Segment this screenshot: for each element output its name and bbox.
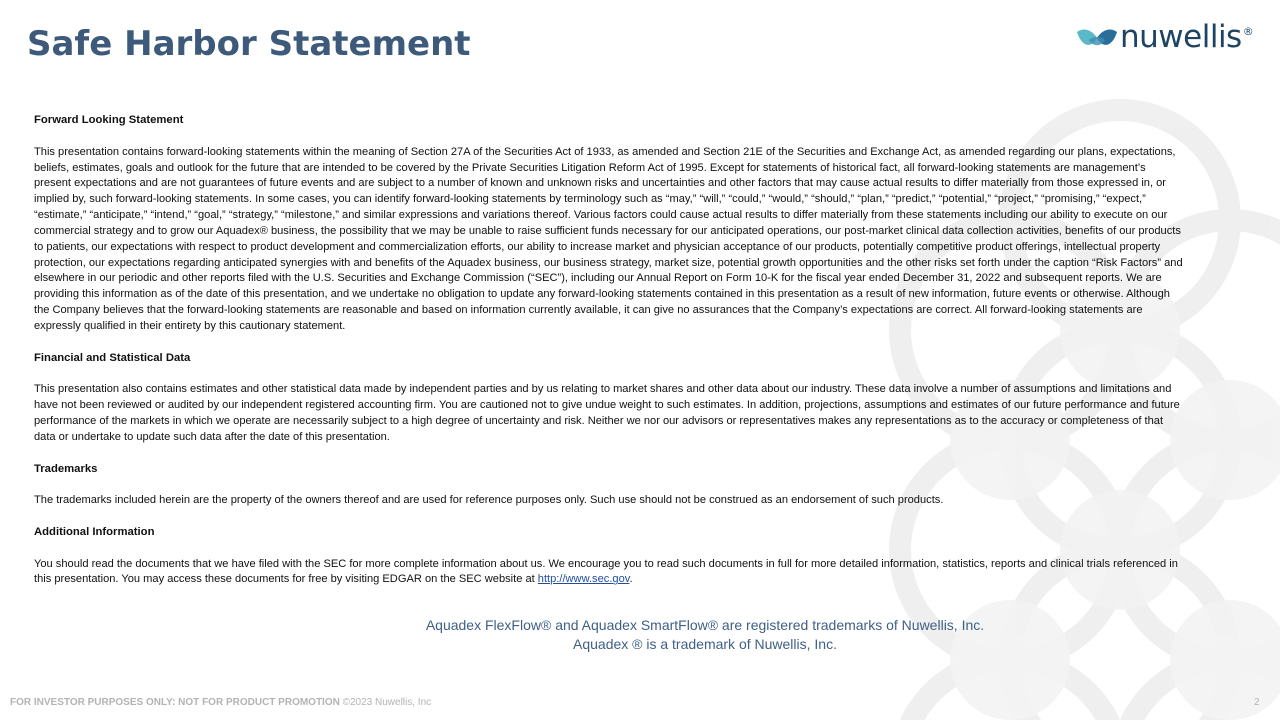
footer-copyright: ©2023 Nuwellis, Inc [339,697,432,708]
safe-harbor-content [34,113,1184,588]
wave-logo-icon [1076,28,1118,50]
trademark-notice: Aquadex ® is a trademark of Nuwellis, Inc. [573,636,837,652]
forward-looking-body: This presentation contains forward-looking statements within the meaning of Section 27A of the Securities Act of 1933, as amended and Section 21E of the Securities and Exchange Act, as amended regarding our plans, expectations, beliefs, estimates, goals and outlook for the future that are intended to be covered by the Private Securities Litigation Reform Act of 1995. Except for statements of historical fact, all forward-looking statements are management’s present expectations and are not guarantees of future events and are subject to a number of known and unknown risks and uncertainties and other factors that may cause actual results to differ materially from those expressed in, or implied by, such forward-looking statements. In some cases, you can identify forward-looking statements by terminology such as “may,” “will,” “could,” “would,” “should,” “plan,” “predict,” “potential,” “project,” “promising,” “expect,” “estimate,” “anticipate,” “intend,” “goal,” “strategy,” “milestone,” and similar expressions and variations thereof. Various factors could cause actual results to differ materially from these statements including our ability to execute on our commercial strategy and to grow our Aquadex® business, the possibility that we may be unable to raise sufficient funds necessary for our anticipated operations, our post-market clinical data collection activities, benefits of our products to patients, our expectations with respect to product development and commercialization efforts, our ability to increase market and physician acceptance of our products, potentially competitive product offerings, intellectual property protection, our expectations regarding anticipated synergies with and benefits of the Aquadex business, our business strategy, market size, potential growth opportunities and the other risks set forth under the caption “Risk Factors” and elsewhere in our periodic and other reports filed with the U.S. Securities and Exchange Commission (“SEC”), including our Annual Report on Form 10-K for the fiscal year ended December 31, 2022 and subsequent reports. We are providing this information as of the date of this presentation, and we undertake no obligation to update any forward-looking statements contained in this presentation as a result of new information, future events or otherwise. Although the Company believes that the forward-looking statements are reasonable and based on information currently available, it can give no assurances that the Company’s expectations are correct. All forward-looking statements are expressly qualified in their entirety by this cautionary statement. [34,145,1183,332]
footer [10,697,431,708]
trademarks-heading: Trademarks [34,462,98,475]
sec-website-link[interactable]: http://www.sec.gov [537,573,630,586]
nuwellis-logo [1076,19,1256,60]
forward-looking-heading: Forward Looking Statement [34,114,184,126]
financial-data-heading: Financial and Statistical Data [34,351,191,364]
registered-trademark-notice: Aquadex FlexFlow® and Aquadex SmartFlow® are registered trademarks of Nuwellis, Inc. [425,617,985,633]
footer-disclaimer: FOR INVESTOR PURPOSES ONLY: NOT FOR PRODUCT PROMOTION [10,697,340,708]
logo-wordmark: nuwellis® [1120,19,1254,55]
page-number: 2 [1254,697,1260,708]
additional-info-heading: Additional Information [34,525,155,538]
financial-data-body: This presentation also contains estimates and other statistical data made by independent parties and by us relating to market shares and other data about our industry. These data involve a number of assumptions and limitations and have not been reviewed or audited by our independent registered accounting firm. You are cautioned not to give undue weight to such estimates. In addition, projections, assumptions and estimates of our future performance and future performance of the markets in which we operate are necessarily subject to a high degree of uncertainty and risk. Neither we nor our advisors or representatives makes any representations as to the accuracy or completeness of that data or undertake to update such data after the date of this presentation. [34,383,1180,443]
additional-info-body [34,557,1184,589]
trademarks-body: The trademarks included herein are the property of the owners thereof and are used for reference purposes only. Such use should not be construed as an endorsement of such products. [34,494,944,507]
registered-mark: ® [1242,25,1254,38]
additional-info-text: You should read the documents that we have filed with the SEC for more complete information about us. We encourage you to read such documents in full for more detailed information, statistics, reports and clinical trials referenced in this presentation. You may access these documents for free by visiting EDGAR on the SEC website at [34,557,1178,586]
slide-title: Safe Harbor Statement [27,24,471,64]
additional-info-end: . [629,573,633,586]
